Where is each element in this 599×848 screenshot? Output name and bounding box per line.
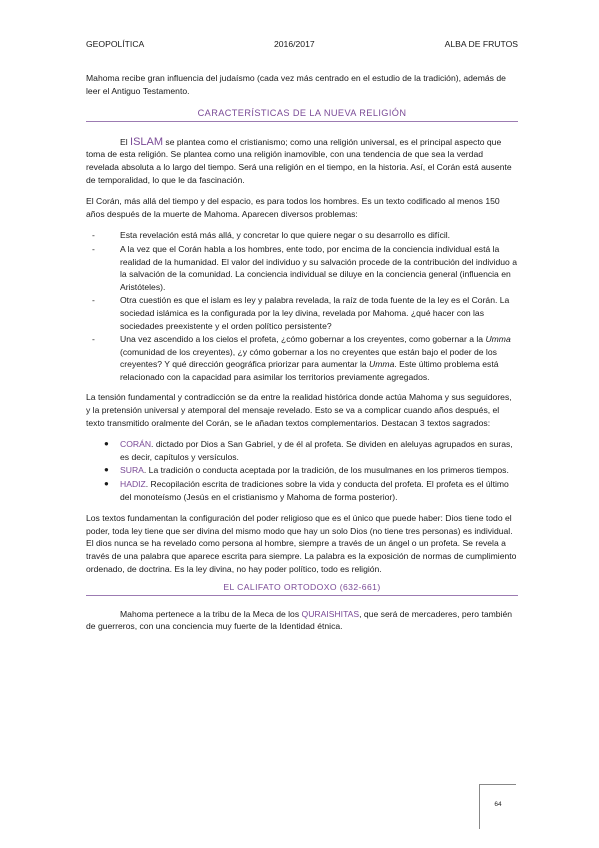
list-item-text — [120, 334, 511, 382]
dash-marker: - — [92, 295, 95, 306]
text-description: . La tradición o conducta aceptada por la tradición, de los musulmanes en los primeros tiempos. — [143, 465, 509, 476]
text-run: . Este último problema está relacionado con la capacidad para asimilar los territorios previamente agregados. — [120, 359, 499, 382]
dash-marker: - — [92, 230, 95, 241]
sacred-texts-list — [86, 438, 518, 503]
page-header — [86, 38, 518, 50]
list-item — [86, 478, 518, 503]
text-term-sura: SURA — [120, 465, 144, 476]
problems-list — [86, 229, 518, 383]
list-item-text: Esta revelación está más allá, y concretar lo que quiere negar o su desarrollo es difícil. — [120, 230, 451, 241]
intro-paragraph: Mahoma recibe gran influencia del judaísmo (cada vez más centrado en el estudio de la tradición), además de leer el Antiguo Testamento. — [86, 73, 506, 96]
list-item-text: A la vez que el Corán habla a los hombres, ente todo, por encima de la conciencia individual está la realidad de la humanidad. El valor del individuo y su salvación procede de la contribución del individuo a la salvación de la comunidad. La conciencia individual se diluye en la conciencia general (influencia en Aristóteles). — [120, 243, 517, 292]
header-year: 2016/2017 — [274, 39, 315, 49]
islam-rest: se plantea como el cristianismo; como una religión universal, es el principal aspecto que toma de esta religión. Se plantea como una religión inamovible, con una tendencia de que sea la verdad revelada absoluta a lo largo del tiempo. Será una religión en el tiempo, en la historia. Así, el Corán está ausente de temporalidad, lo que le da fascinación. — [86, 136, 512, 185]
list-item — [86, 243, 518, 293]
bullet-marker: ● — [104, 439, 109, 449]
text-term-hadiz: HADIZ — [120, 479, 146, 490]
list-item — [86, 438, 518, 463]
islam-pre: El — [120, 136, 131, 147]
mahoma-tribe-paragraph — [86, 608, 518, 633]
list-item — [86, 294, 518, 332]
text-run: (comunidad de los creyentes), ¿y cómo gobernar a los no creyentes que están bajo el poder de los creyentes? Y qué dirección geográfica priorizar para aumentar la — [120, 346, 497, 370]
section-title-caracteristicas: CARACTERÍSTICAS DE LA NUEVA RELIGIÓN — [86, 107, 518, 122]
header-author: ALBA DE FRUTOS — [444, 39, 518, 49]
umma-term: Umma — [369, 359, 395, 370]
text-term-coran: CORÁN — [120, 439, 152, 450]
quraishitas-term: QURAISHITAS — [301, 608, 360, 619]
bullet-marker: ● — [104, 479, 109, 489]
page-number: 64 — [479, 784, 516, 829]
power-paragraph: Los textos fundamentan la configuración del poder religioso que es el único que puede haber: Dios tiene todo el poder, toda ley tiene que ser divina del mismo modo que hay un solo Dios (no tiene tres personas) es individual. El dios nunca se ha revelado como persona al hombre, siempre a través de un ángel o un profeta. Se revela a través de una palabra que aparece escrita para siempre. La palabra es la exposición de normas de cumplimiento ordenado, de doctrina. Es la ley divina, no hay poder político, todo es religión. — [86, 513, 517, 574]
list-item-text: Otra cuestión es que el islam es ley y palabra revelada, la raíz de toda fuente de la ley es el Corán. La sociedad islámica es la configurada por la ley divina, revelada por Mahoma. ¿qué hacer con las sociedades preexistente y el orden político persistente? — [120, 295, 510, 331]
islam-paragraph — [86, 136, 518, 186]
islam-term: ISLAM — [130, 135, 164, 148]
bullet-marker: ● — [104, 465, 109, 475]
header-subject: GEOPOLÍTICA — [86, 39, 145, 49]
list-item — [86, 464, 518, 477]
dash-marker: - — [92, 243, 95, 254]
list-item — [86, 333, 518, 383]
text-description: . Recopilación escrita de tradiciones sobre la vida y conducta del profeta. El profeta es el último del monoteísmo (Jesús en el cristianismo y Mahoma de forma posterior). — [120, 479, 509, 502]
tribe-pre: Mahoma pertenece a la tribu de la Meca de los — [120, 608, 302, 619]
section-title-califato: EL CALIFATO ORTODOXO (632-661) — [86, 581, 518, 596]
coran-paragraph: El Corán, más allá del tiempo y del espacio, es para todos los hombres. Es un texto codificado al menos 150 años después de la muerte de Mahoma. Aparecen diversos problemas: — [86, 196, 500, 219]
dash-marker: - — [92, 334, 95, 345]
text-description: . dictado por Dios a San Gabriel, y de él al profeta. Se dividen en aleluyas agrupados en suras, es decir, capítulos y versículos. — [120, 439, 513, 462]
page-content — [86, 72, 518, 633]
tribe-rest: , que será de mercaderes, pero también de guerreros, con una conciencia muy fuerte de la Identidad étnica. — [86, 608, 513, 632]
text-run: Una vez ascendido a los cielos el profeta, ¿cómo gobernar a los creyentes, como gobernar a la — [120, 334, 486, 345]
tension-paragraph: La tensión fundamental y contradicción se da entre la realidad histórica donde actúa Mahoma y sus seguidores, y la pretensión universal y atemporal del mensaje revelado. Esto se va a complicar cuando años después, el texto transmitido oralmente del Corán, se le añadan textos complementarios. Destacan 3 textos sagrados: — [86, 392, 512, 428]
list-item — [86, 229, 518, 242]
umma-term: Umma — [485, 334, 511, 345]
